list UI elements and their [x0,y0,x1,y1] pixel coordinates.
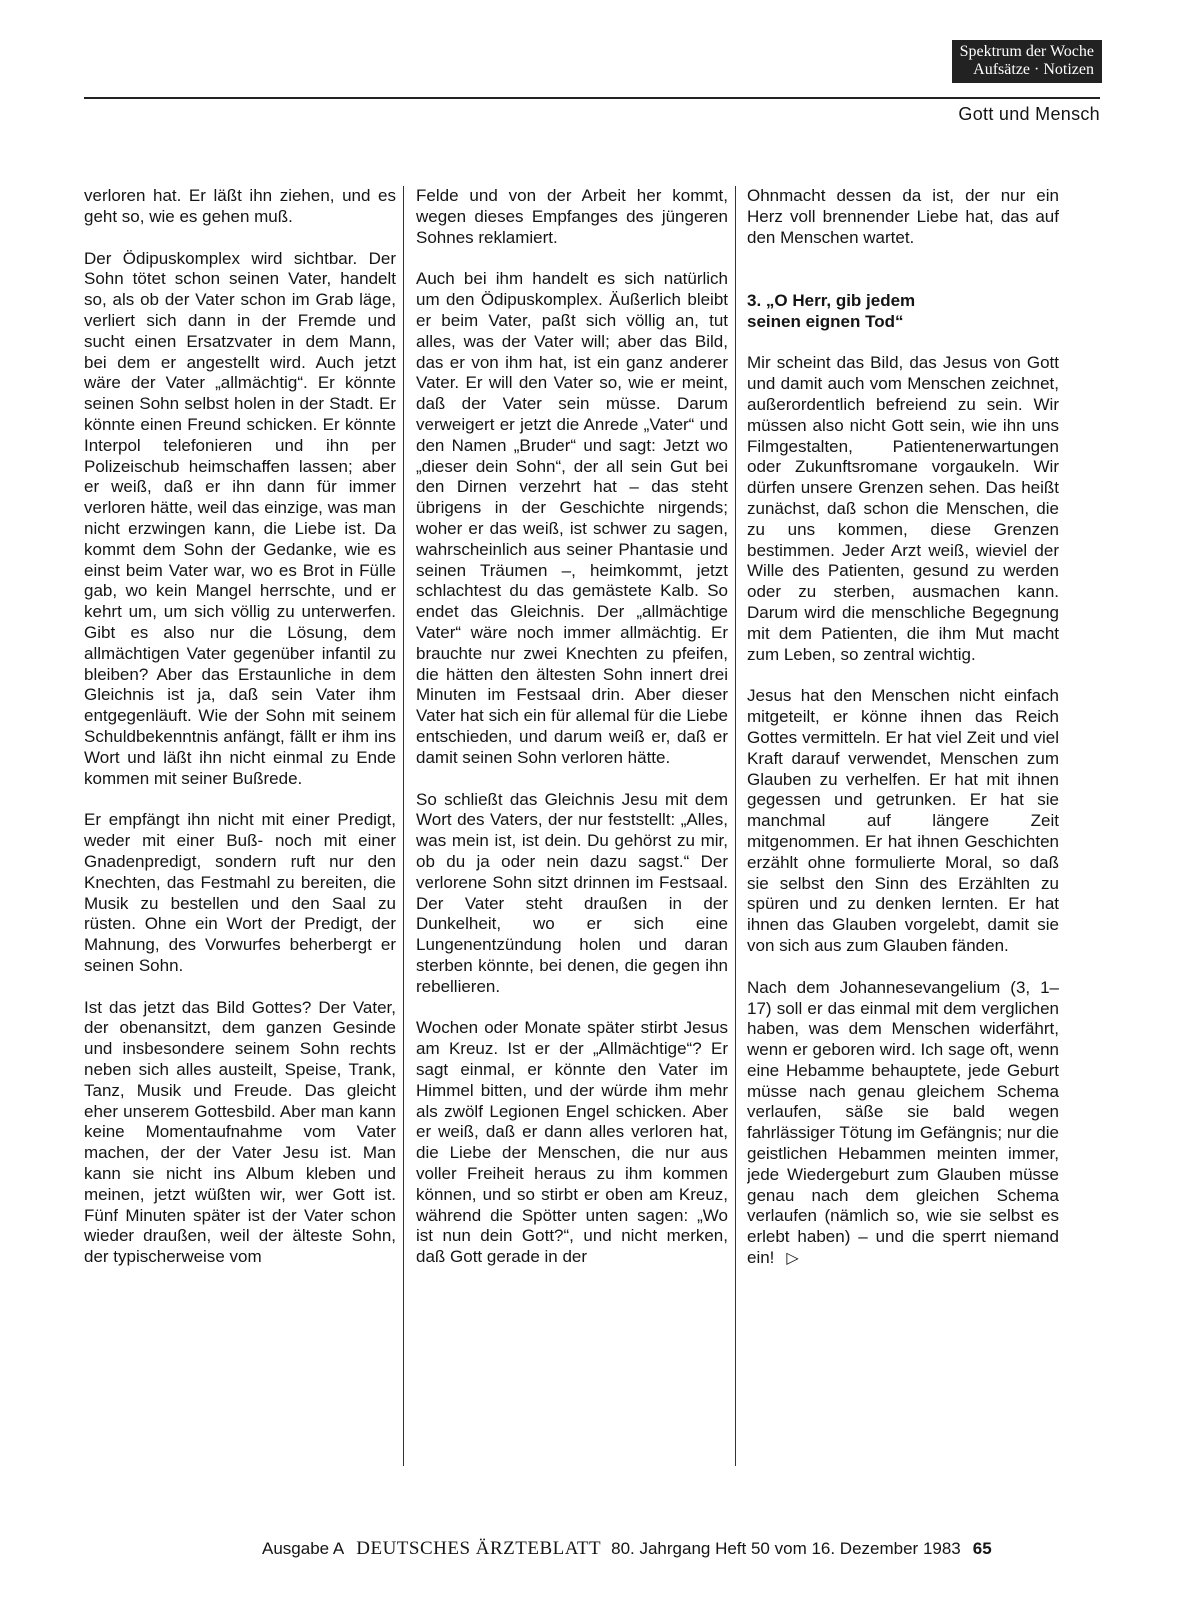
continue-arrow-icon: ▷ [786,1250,799,1268]
column-2 [416,186,728,1486]
paragraph: Er empfängt ihn nicht mit einer Predigt, weder mit einer Buß- noch mit einer Gnadenpredigt, sondern ruft nur den Knechten, das Festmahl zu bereiten, die Musik zu bestellen und den Saal zu rüsten. Ohne ein Wort der Predigt, der Mahnung, des Vorwurfes beherbergt er seinen Sohn. [84,810,396,975]
section-badge [952,40,1102,83]
paragraph: Ist das jetzt das Bild Gottes? Der Vater, der obenansitzt, dem ganzen Gesinde und insbesondere seinem Sohn rechts neben sich alles austeilt, Speise, Trank, Tanz, Musik und Freude. Das gleicht eher unserem Gottesbild. Aber man kann keine Momentaufnahme vom Vater machen, der der Vater Jesu ist. Man kann sie nicht ins Album kleben und meinen, jetzt wüßten wir, wer Gott ist. Fünf Minuten später ist der Vater schon wieder draußen, weil der älteste Sohn, der typischerweise vom [84,997,396,1267]
section-heading-line: 3. „O Herr, gib jedem [747,291,916,311]
paragraph: Jesus hat den Menschen nicht einfach mitgeteilt, er könne ihnen das Reich Gottes vermitteln. Er hat viel Zeit und viel Kraft darauf verwendet, Menschen zum Glauben zu verhelfen. Er hat mit ihnen gegessen und getrunken. Er hat sie manchmal auf längere Zeit mitgenommen. Er hat ihnen Geschichten erzählt ohne formulierte Moral, so daß sie selbst den Sinn des Erzählten zu spüren und zu denken lernten. Er hat ihnen das Glauben vorgelebt, damit sie von sich aus zum Glauben fänden. [747,686,1059,955]
paragraph: verloren hat. Er läßt ihn ziehen, und es geht so, wie es gehen muß. [84,186,396,226]
column-divider [735,186,736,1466]
column-1 [84,186,396,1486]
paragraph: Felde und von der Arbeit her kommt, wegen dieses Empfanges des jüngeren Sohnes reklamiert. [416,186,728,247]
section-sublabel: Aufsätze · Notizen [973,61,1094,78]
paragraph: Mir scheint das Bild, das Jesus von Gott und damit auch vom Menschen zeichnet, außerordentlich befreiend zu sein. Wir müssen also nicht Gott sein, wie ihn uns Filmgestalten, Patientenerwartungen oder Zukunftsromane vorgaukeln. Wir dürfen unsere Grenzen sehen. Das heißt zunächst, daß schon die Menschen, die zu uns kommen, diese Grenzen bestimmen. Jeder Arzt weiß, wieviel der Wille des Patienten, gesund zu werden oder zu sterben, ausmachen kann. Darum wird die menschliche Begegnung mit dem Patienten, die ihm Mut macht zum Leben, so zentral wichtig. [747,353,1059,664]
page-number: 65 [972,1539,992,1558]
paragraph: Der Ödipuskomplex wird sichtbar. Der Sohn tötet schon seinen Vater, handelt so, als ob der Vater schon im Grab läge, verliert sich dann in der Fremde und sucht einen Ersatzvater in dem Mann, bei dem er angestellt wird. Auch jetzt wäre der Vater „allmächtig“. Er könnte seinen Sohn selbst holen in der Stadt. Er könnte einen Freund schicken. Er könnte Interpol telefonieren und ihn per Polizeischub heimschaffen lassen; aber er weiß, daß er ihn dann für immer verloren hätte, weil das einzige, was man nicht erzwingen kann, die Liebe ist. Da kommt dem Sohn der Gedanke, wie es einst beim Vater war, wo es Brot in Fülle gab, wo kein Mangel herrschte, und er kehrt um, um sich völlig zu unterwerfen. Gibt es also nur die Lösung, dem allmächtigen Vater gegenüber infantil zu bleiben? Aber das Erstaunliche in dem Gleichnis ist ja, daß sein Vater ihm entgegenläuft. Wie der Sohn mit seinem Schuldbekenntnis anfängt, fällt er ihm ins Wort und läßt ihn nicht einmal zu Ende kommen mit seiner Bußrede. [84,248,396,788]
section-label: Spektrum der Woche [959,43,1094,60]
column-divider [403,186,404,1466]
paragraph-text: Nach dem Johannesevangelium (3, 1–17) soll er das einmal mit dem verglichen haben, was dem Menschen widerfährt, wenn er geboren wird. Ich sage oft, wenn eine Hebamme behauptete, jede Geburt müsse nach genau gleichem Schema verlaufen, säße sie bald wegen fahrlässiger Tötung im Gefängnis; nur die geistlichen Hebammen meinten immer, jede Wiedergeburt zum Glauben müsse genau nach dem gleichen Schema verlaufen (nämlich so, wie sie selbst es erlebt haben) – und die sperrt niemand ein! [747,977,1059,1268]
paragraph: Ohnmacht dessen da ist, der nur ein Herz voll brennender Liebe hat, das auf den Menschen wartet. [747,186,1059,247]
page-footer [262,1538,992,1560]
column-3 [747,186,1059,1486]
issue-info: 80. Jahrgang Heft 50 vom 16. Dezember 1983 [611,1539,961,1558]
paragraph-last [747,978,1059,1270]
edition-label: Ausgabe A [262,1539,345,1558]
topic-title: Gott und Mensch [958,104,1100,124]
section-heading-line: seinen eignen Tod“ [747,312,904,332]
masthead: DEUTSCHES ÄRZTEBLATT [356,1538,602,1559]
header-rule [84,97,1100,99]
paragraph: Auch bei ihm handelt es sich natürlich um den Ödipuskomplex. Äußerlich bleibt er beim Vater, paßt sich völlig an, tut alles, was der Vater will; aber das Bild, das er von ihm hat, ist ein ganz anderer Vater. Er will den Vater so, wie er meint, daß der Vater sein müsse. Darum verweigert er jetzt die Anrede „Vater“ und den Namen „Bruder“ und sagt: Jetzt wo „dieser dein Sohn“, der all sein Gut bei den Dirnen verzehrt hat – das steht übrigens in der Geschichte nirgends; woher er das weiß, ist schwer zu sagen, wahrscheinlich aus seiner Phantasie und seinen Träumen –, heimkommt, jetzt schlachtest du das gemästete Kalb. So endet das Gleichnis. Der „allmächtige Vater“ wäre noch immer allmächtig. Er brauchte nur zwei Knechten zu pfeifen, die hätten den ältesten Sohn innert drei Minuten im Festsaal drin. Aber dieser Vater hat sich ein für allemal für die Liebe entschieden, und darum weiß er, daß er damit seinen Sohn verloren hätte. [416,269,728,767]
paragraph: Wochen oder Monate später stirbt Jesus am Kreuz. Ist er der „Allmächtige“? Er sagt einmal, er könnte den Vater im Himmel bitten, und der würde ihm mehr als zwölf Legionen Engel schicken. Aber er weiß, daß er dann alles verloren hat, die Liebe der Menschen, die nur aus voller Freiheit heraus zu ihm kommen können, und so stirbt er oben am Kreuz, während die Spötter unten sagen: „Wo ist nun dein Gott?“, und nicht merken, daß Gott gerade in der [416,1018,728,1267]
section-heading [747,290,1059,332]
paragraph: So schließt das Gleichnis Jesu mit dem Wort des Vaters, der nur feststellt: „Alles, was mein ist, ist dein. Du gehörst zu mir, ob du ja oder nein dazu sagst.“ Der verlorene Sohn sitzt drinnen im Festsaal. Der Vater steht draußen in der Dunkelheit, wo er sich eine Lungenentzündung holen und daran sterben könnte, bei denen, die gegen ihn rebellieren. [416,789,728,996]
